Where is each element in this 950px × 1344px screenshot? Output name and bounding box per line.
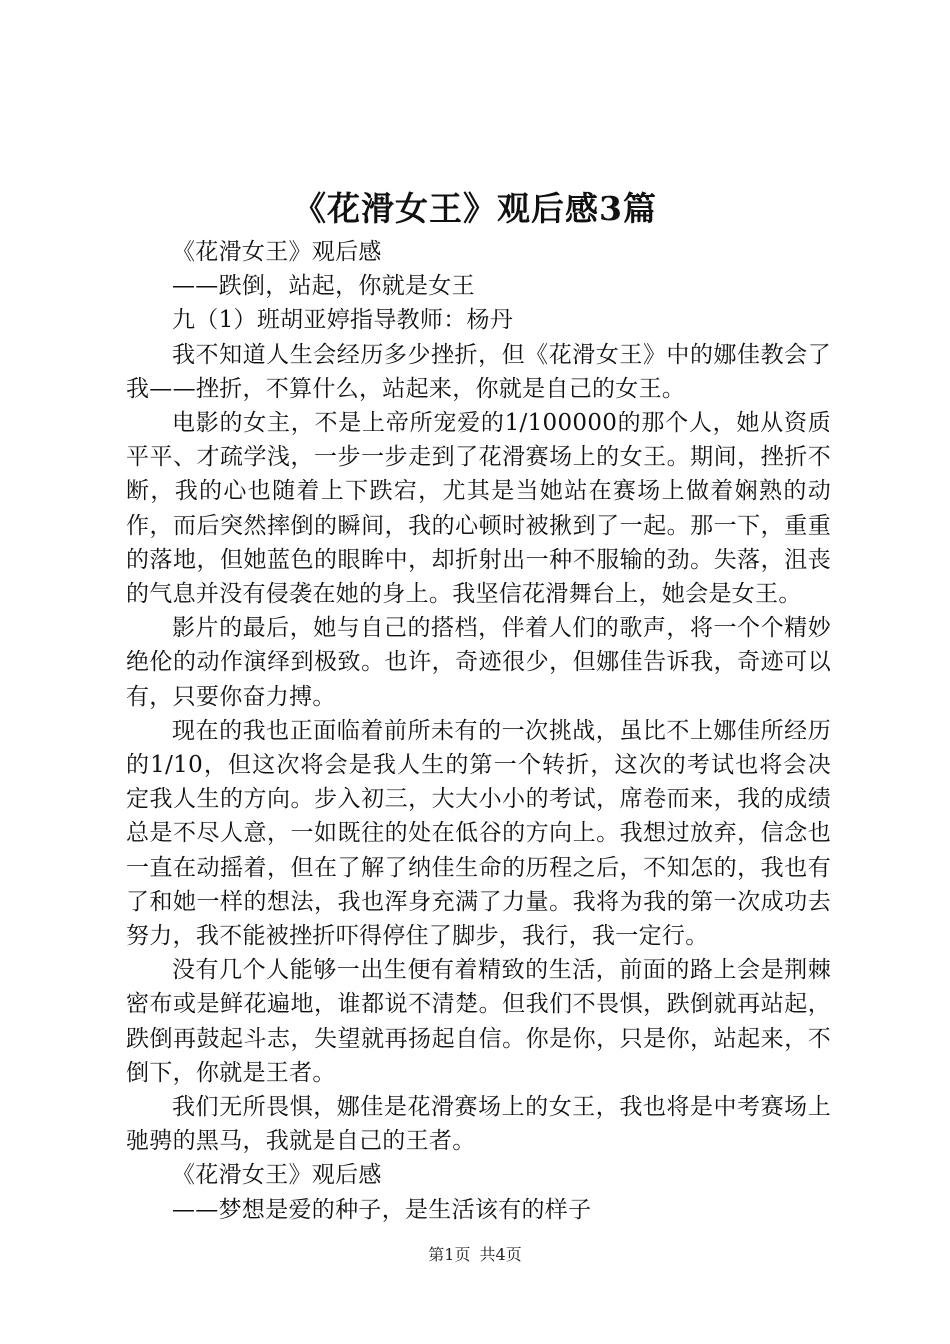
page-footer <box>0 1243 950 1267</box>
body-paragraph: 我不知道人生会经历多少挫折，但《花滑女王》中的娜佳教会了我——挫折，不算什么，站起来，你就是自己的女王。 <box>126 341 831 402</box>
essay-subtitle: 《花滑女王》观后感 <box>172 1162 382 1189</box>
body-paragraph: 电影的女主，不是上帝所宠爱的1/100000的那个人，她从资质平平、才疏学浅，一步一步走到了花滑赛场上的女王。期间，挫折不断，我的心也随着上下跌宕，尤其是当她站在赛场上做着娴熟的动作，而后突然摔倒的瞬间，我的心顿时被揪到了一起。那一下，重重的落地，但她蓝色的眼眸中，却折射出一种不服输的劲。失落，沮丧的气息并没有侵袭在她的身上。我坚信花滑舞台上，她会是女王。 <box>126 410 831 608</box>
page-total: 共4页 <box>479 1245 522 1264</box>
author-line: 九（1）班胡亚婷指导教师：杨丹 <box>172 307 514 334</box>
page-number: 第1页 <box>428 1245 471 1264</box>
body-paragraph: 没有几个人能够一出生便有着精致的生活，前面的路上会是荆棘密布或是鲜花遍地，谁都说不清楚。但我们不畏惧，跌倒就再站起，跌倒再鼓起斗志，失望就再扬起自信。你是你，只是你，站起来，不倒下，你就是王者。 <box>126 957 831 1086</box>
essay-tagline: ——跌倒，站起，你就是女王 <box>172 273 475 300</box>
document-title: 《花滑女王》观后感3篇 <box>293 189 657 228</box>
essay-subtitle: 《花滑女王》观后感 <box>172 239 382 265</box>
body-paragraph: 我们无所畏惧，娜佳是花滑赛场上的女王，我也将是中考赛场上驰骋的黑马，我就是自己的王者。 <box>126 1094 831 1155</box>
body-paragraph: 影片的最后，她与自己的搭档，伴着人们的歌声，将一个个精妙绝伦的动作演绎到极致。也许，奇迹很少，但娜佳告诉我，奇迹可以有，只要你奋力搏。 <box>126 615 831 710</box>
document-body <box>126 235 831 1227</box>
essay-tagline: ——梦想是爱的种子，是生活该有的样子 <box>172 1196 592 1223</box>
body-paragraph: 现在的我也正面临着前所未有的一次挑战，虽比不上娜佳所经历的1/10，但这次将会是我人生的第一个转折，这次的考试也将会决定我人生的方向。步入初三，大大小小的考试，席卷而来，我的成绩总是不尽人意，一如既往的处在低谷的方向上。我想过放弃，信念也一直在动摇着，但在了解了纳佳生命的历程之后，不知怎的，我也有了和她一样的想法，我也浑身充满了力量。我将为我的第一次成功去努力，我不能被挫折吓得停住了脚步，我行，我一定行。 <box>126 717 831 950</box>
